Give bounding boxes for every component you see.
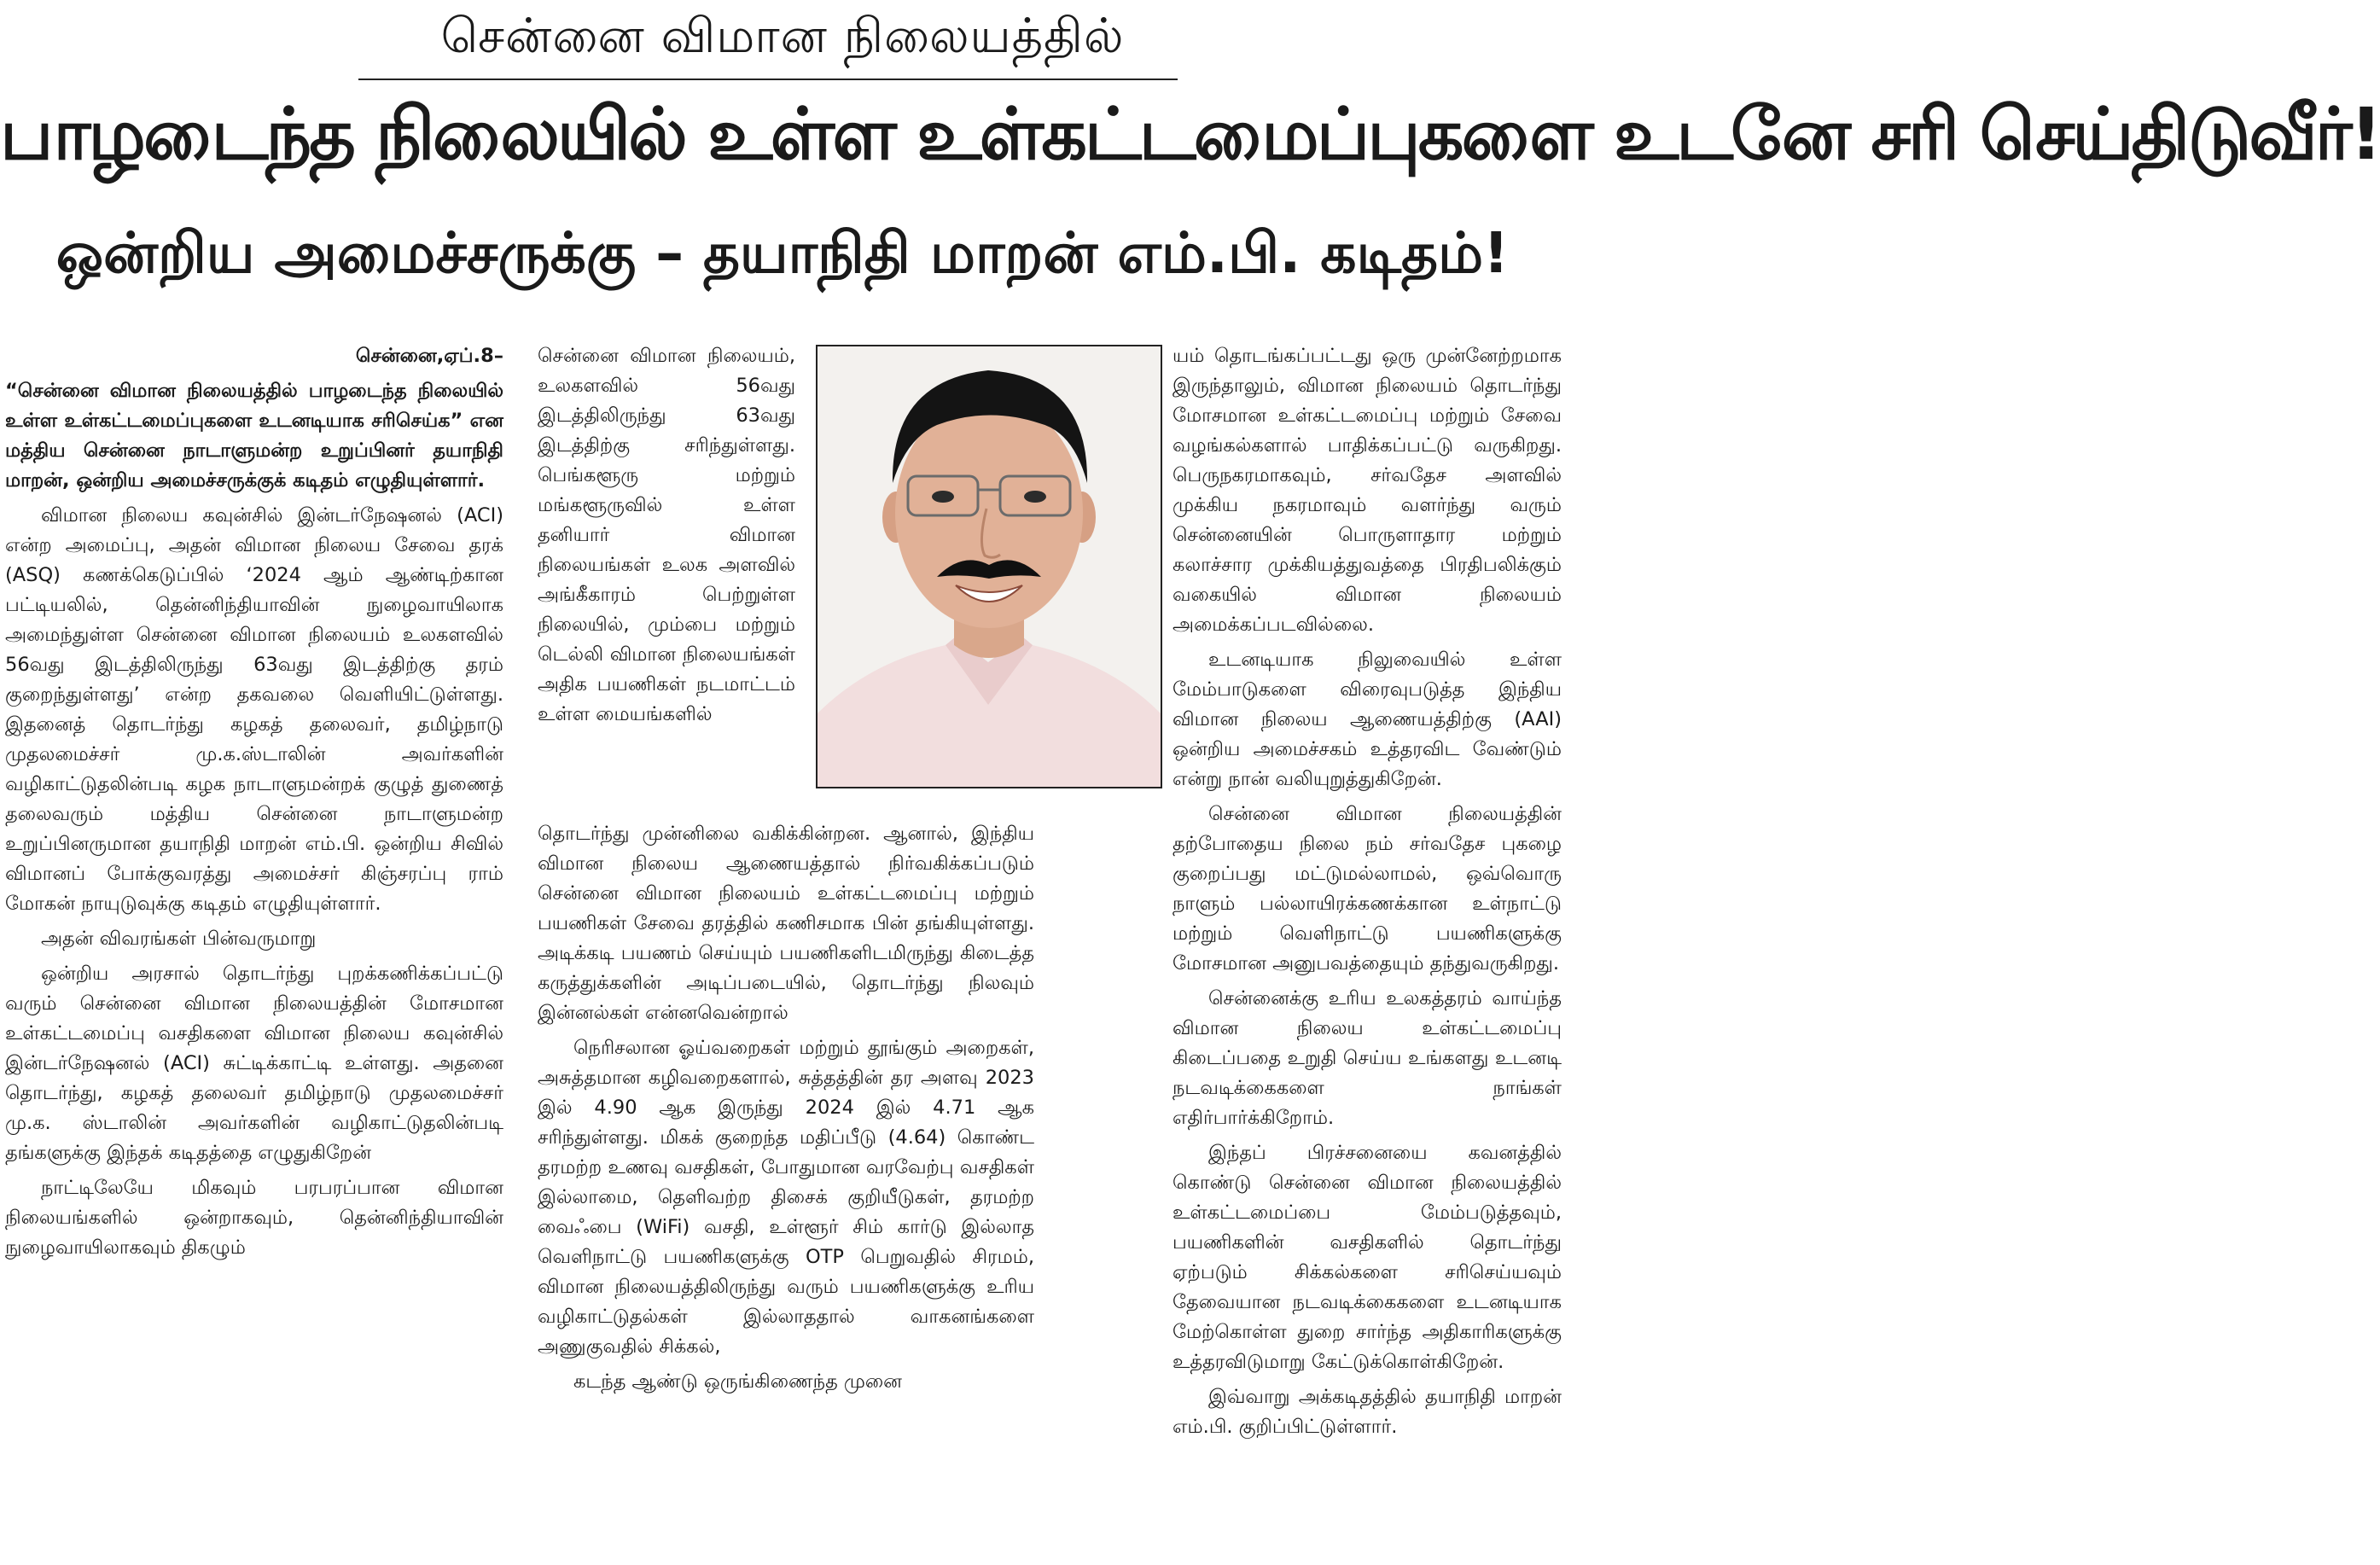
paragraph: சென்னை விமான நிலையத்தின் தற்போதைய நிலை நம் சர்வதேச புகழை குறைப்பது மட்டுமல்லாமல், ஒவ்வொரு நாளும் பல்லாயிரக்கணக்கான உள்நாட்டு மற்றும் வெளிநாட்டு பயணிகளுக்கு மோசமான அனுபவத்தையும் தந்துவருகிறது. [1173,803,1562,974]
paragraph: விமான நிலைய கவுன்சில் இன்டர்நேஷனல் (ACI) என்ற அமைப்பு, அதன் விமான நிலைய சேவை தரக் (ASQ) கணக்கெடுப்பில் ‘2024 ஆம் ஆண்டிற்கான பட்டியலில், தென்னிந்தியாவின் நுழைவாயிலாக அமைந்துள்ள சென்னை விமான நிலையம் உலகளவில் 56வது இடத்திலிருந்து 63வது இடத்திற்கு தரம் குறைந்துள்ளது’ என்ற தகவலை வெளியிட்டுள்ளது. இதனைத் தொடர்ந்து கழகத் தலைவர், தமிழ்நாடு முதலமைச்சர் மு.க.ஸ்டாலின் அவர்களின் வழிகாட்டுதலின்படி கழக நாடாளுமன்றக் குழுத் துணைத் தலைவரும் மத்திய சென்னை நாடாளுமன்ற உறுப்பினருமான தயாநிதி மாறன் எம்.பி. ஒன்றிய சிவில் விமானப் போக்குவரத்து அமைச்சர் கிஞ்சரப்பு ராம் மோகன் நாயுடுவுக்கு கடிதம் எழுதியுள்ளார். [5,504,503,915]
paragraph: தொடர்ந்து முன்னிலை வகிக்கின்றன. ஆனால், இந்திய விமான நிலைய ஆணையத்தால் நிர்வகிக்கப்படும் சென்னை விமான நிலையம் உள்கட்டமைப்பு மற்றும் பயணிகள் சேவை தரத்தில் கணிசமாக பின் தங்கியுள்ளது. அடிக்கடி பயணம் செய்யும் பயணிகளிடமிருந்து கிடைத்த கருத்துக்களின் அடிப்படையில், தொடர்ந்து நிலவும் இன்னல்கள் என்னவென்றால் [538,823,1034,1024]
paragraph: இவ்வாறு அக்கடிதத்தில் தயாநிதி மாறன் எம்.பி. குறிப்பிட்டுள்ளார். [1173,1386,1562,1438]
paragraph: ஒன்றிய அரசால் தொடர்ந்து புறக்கணிக்கப்பட்டு வரும் சென்னை விமான நிலையத்தின் மோசமான உள்கட்டமைப்பு வசதிகளை விமான நிலைய கவுன்சில் இன்டர்நேஷனல் (ACI) சுட்டிக்காட்டி உள்ளது. அதனை தொடர்ந்து, கழகத் தலைவர் தமிழ்நாடு முதலமைச்சர் மு.க. ஸ்டாலின் அவர்களின் வழிகாட்டுதலின்படி தங்களுக்கு இந்தக் கடிதத்தை எழுதுகிறேன் [5,963,503,1164]
paragraph: கடந்த ஆண்டு ஒருங்கிணைந்த முனை [573,1370,902,1393]
paragraph: சென்னை விமான நிலையம், உலகளவில் 56வது இடத்திலிருந்து 63வது இடத்திற்கு சரிந்துள்ளது. பெங்களூரு மற்றும் மங்களூருவில் உள்ள தனியார் விமான நிலையங்கள் உலக அளவில் அங்கீகாரம் பெற்றுள்ள நிலையில், மும்பை மற்றும் டெல்லி விமான நிலையங்கள் அதிக பயணிகள் நடமாட்டம் உள்ள மையங்களில் [538,345,795,725]
paragraph: உடனடியாக நிலுவையில் உள்ள மேம்பாடுகளை விரைவுபடுத்த இந்திய விமான நிலைய ஆணையத்திற்கு (AAI) ஒன்றிய அமைச்சகம் உத்தரவிட வேண்டும் என்று நான் வலியுறுத்துகிறேன். [1173,649,1562,790]
sub-headline: ஒன்றிய அமைச்சருக்கு – தயாநிதி மாறன் எம்.பி. கடிதம்! [55,220,1510,286]
article-column-2 [538,819,1034,1402]
article-column-1 [5,341,503,1268]
kicker-rule [358,79,1178,80]
main-headline: பாழடைந்த நிலையில் உள்ள உள்கட்டமைப்புகளை உடனே சரி செய்திடுவீர்! [0,92,2380,176]
paragraph: அதன் விவரங்கள் பின்வருமாறு [41,928,317,950]
portrait-illustration [818,346,1161,787]
paragraph: சென்னைக்கு உரிய உலகத்தரம் வாய்ந்த விமான நிலைய உள்கட்டமைப்பு கிடைப்பதை உறுதி செய்ய உங்களது உடனடி நடவடிக்கைகளை நாங்கள் எதிர்பார்க்கிறோம். [1173,987,1562,1129]
portrait-photo [816,345,1162,788]
lead-paragraph: “சென்னை விமான நிலையத்தில் பாழடைந்த நிலையில் உள்ள உள்கட்டமைப்புகளை உடனடியாக சரிசெய்க” என மத்திய சென்னை நாடாளுமன்ற உறுப்பினர் தயாநிதி மாறன், ஒன்றிய அமைச்சருக்குக் கடிதம் எழுதியுள்ளார். [5,380,503,492]
dateline: சென்னை,ஏப்.8– [355,345,503,367]
paragraph: யம் தொடங்கப்பட்டது ஒரு முன்னேற்றமாக இருந்தாலும், விமான நிலையம் தொடர்ந்து மோசமான உள்கட்டமைப்பு மற்றும் சேவை வழங்கல்களால் பாதிக்கப்பட்டு வருகிறது. பெருநகரமாகவும், சர்வதேச அளவில் முக்கிய நகரமாவும் வளர்ந்து வரும் சென்னையின் பொருளாதார மற்றும் கலாச்சார முக்கியத்துவத்தை பிரதிபலிக்கும் வகையில் விமான நிலையம் அமைக்கப்படவில்லை. [1173,345,1562,636]
paragraph: இந்தப் பிரச்சனையை கவனத்தில் கொண்டு சென்னை விமான நிலையத்தில் உள்கட்டமைப்பை மேம்படுத்தவும், பயணிகளின் வசதிகளில் தொடர்ந்து ஏற்படும் சிக்கல்களை சரிசெய்யவும் தேவையான நடவடிக்கைகளை உடனடியாக மேற்கொள்ள துறை சார்ந்த அதிகாரிகளுக்கு உத்தரவிடுமாறு கேட்டுக்கொள்கிறேன். [1173,1142,1562,1373]
kicker-headline: சென்னை விமான நிலையத்தில் [440,9,1125,64]
paragraph: நெரிசலான ஓய்வறைகள் மற்றும் தூங்கும் அறைகள், அசுத்தமான கழிவறைகளால், சுத்தத்தின் தர அளவு 2023 இல் 4.90 ஆக இருந்து 2024 இல் 4.71 ஆக சரிந்துள்ளது. மிகக் குறைந்த மதிப்பீடு (4.64) கொண்ட தரமற்ற உணவு வசதிகள், போதுமான வரவேற்பு வசதிகள் இல்லாமை, தெளிவற்ற திசைக் குறியீடுகள், தரமற்ற வைஃபை (WiFi) வசதி, உள்ளூர் சிம் கார்டு இல்லாத வெளிநாட்டு பயணிகளுக்கு OTP பெறுவதில் சிரமம், விமான நிலையத்திலிருந்து வரும் பயணிகளுக்கு உரிய வழிகாட்டுதல்கள் இல்லாததால் வாகனங்களை அணுகுவதில் சிக்கல், [538,1037,1034,1358]
article-column-2-top [538,341,795,735]
article-column-3 [1173,341,1562,1447]
paragraph: நாட்டிலேயே மிகவும் பரபரப்பான விமான நிலையங்களில் ஒன்றாகவும், தென்னிந்தியாவின் நுழைவாயிலாகவும் திகழும் [5,1177,503,1259]
